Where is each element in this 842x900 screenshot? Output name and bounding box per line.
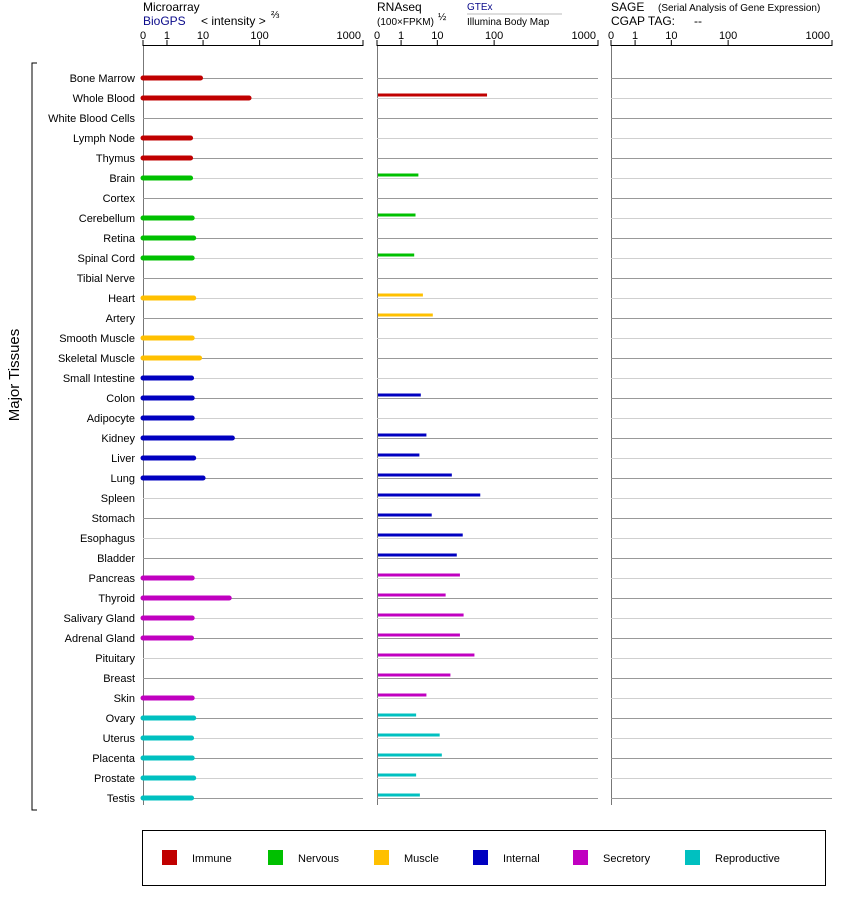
legend-swatch-internal <box>473 850 488 865</box>
tissue-label: Testis <box>106 793 135 805</box>
tissue-label: Retina <box>103 233 135 245</box>
microarray-tick-label: 1000 <box>336 30 361 42</box>
sage-tick-label: 1 <box>632 30 639 42</box>
microarray-unit-exp: ⅔ <box>271 10 280 21</box>
legend-label-immune: Immune <box>192 853 232 865</box>
illumina-link[interactable]: Illumina Body Map <box>467 17 550 28</box>
legend-swatch-muscle <box>374 850 389 865</box>
rnaseq-unit-exp: ½ <box>438 12 447 23</box>
tissue-label: Breast <box>103 673 135 685</box>
microarray-unit-label: < intensity > <box>201 14 266 28</box>
y-axis-label: Major Tissues <box>6 328 23 422</box>
tissue-label: White Blood Cells <box>48 113 135 125</box>
tissue-label: Pancreas <box>88 573 135 585</box>
legend-label-nervous: Nervous <box>298 853 339 865</box>
tissue-label: Kidney <box>101 433 135 445</box>
tissue-label: Placenta <box>92 753 135 765</box>
rnaseq-title: RNAseq <box>377 0 422 14</box>
tissue-label: Skin <box>113 693 135 705</box>
rnaseq-panel <box>374 30 598 805</box>
tissue-label: Bladder <box>97 553 135 565</box>
legend-label-internal: Internal <box>503 853 540 865</box>
legend-swatch-immune <box>162 850 177 865</box>
tissue-label: Ovary <box>105 713 135 725</box>
sage-tick-label: 10 <box>665 30 678 42</box>
panels-group <box>140 30 832 805</box>
microarray-tick-label: 0 <box>139 30 147 42</box>
tissue-label: Brain <box>109 173 135 185</box>
sage-tick-label: 1000 <box>805 30 830 42</box>
y-axis-bracket <box>32 63 37 810</box>
tissue-label: Artery <box>105 313 135 325</box>
tissue-label: Small Intestine <box>62 373 135 385</box>
tissue-label: Stomach <box>91 513 135 525</box>
microarray-title: Microarray <box>143 0 200 14</box>
sage-title: SAGE <box>611 0 645 14</box>
tissue-label: Cortex <box>102 193 135 205</box>
tissue-label: Spleen <box>100 493 135 505</box>
sage-tick-label: 0 <box>607 30 615 42</box>
tissue-label: Thyroid <box>98 593 135 605</box>
gtex-link[interactable]: GTEx <box>467 2 493 13</box>
tissue-label: Thymus <box>95 153 135 165</box>
legend-swatch-reproductive <box>685 850 700 865</box>
tissue-label: Lymph Node <box>73 133 135 145</box>
tissue-label: Bone Marrow <box>69 73 135 85</box>
legend-label-reproductive: Reproductive <box>715 853 780 865</box>
legend-label-muscle: Muscle <box>404 853 439 865</box>
rnaseq-tick-label: 1 <box>398 30 405 42</box>
rnaseq-tick-label: 10 <box>431 30 444 42</box>
rnaseq-tick-label: 1000 <box>571 30 596 42</box>
tissue-label: Spinal Cord <box>77 253 135 265</box>
tissue-label: Skeletal Muscle <box>57 353 135 365</box>
cgap-value: -- <box>694 14 702 28</box>
rnaseq-tick-label: 100 <box>484 30 504 42</box>
rnaseq-tick-label: 0 <box>373 30 381 42</box>
tissue-label: Esophagus <box>79 533 135 545</box>
tissue-label: Adipocyte <box>86 413 135 425</box>
tissue-label: Pituitary <box>95 653 135 665</box>
tissue-label: Whole Blood <box>72 93 135 105</box>
microarray-tick-label: 1 <box>163 30 171 42</box>
tissue-label: Liver <box>111 453 135 465</box>
tissue-label: Adrenal Gland <box>64 633 135 645</box>
sage-panel <box>608 30 832 805</box>
sage-tick-label: 100 <box>718 30 738 42</box>
tissue-label: Uterus <box>102 733 135 745</box>
sage-subtitle: (Serial Analysis of Gene Expression) <box>658 3 821 14</box>
legend-label-secretory: Secretory <box>603 853 651 865</box>
tissue-label: Heart <box>108 293 135 305</box>
tissue-label: Cerebellum <box>78 213 135 225</box>
tissue-label: Tibial Nerve <box>76 273 135 285</box>
microarray-tick-label: 100 <box>250 30 269 42</box>
tissue-label: Smooth Muscle <box>59 333 135 345</box>
tissue-label: Prostate <box>94 773 135 785</box>
legend-swatch-secretory <box>573 850 588 865</box>
microarray-panel <box>140 30 363 805</box>
cgap-label: CGAP TAG: <box>611 14 676 28</box>
biogps-link[interactable]: BioGPS <box>143 14 186 28</box>
rnaseq-unit-label: (100×FPKM) <box>377 17 434 28</box>
tissue-label: Colon <box>106 393 135 405</box>
tissue-label: Salivary Gland <box>63 613 135 625</box>
legend-swatch-nervous <box>268 850 283 865</box>
tissue-label: Lung <box>110 473 135 485</box>
microarray-tick-label: 10 <box>196 30 210 42</box>
tissue-labels <box>48 73 136 805</box>
